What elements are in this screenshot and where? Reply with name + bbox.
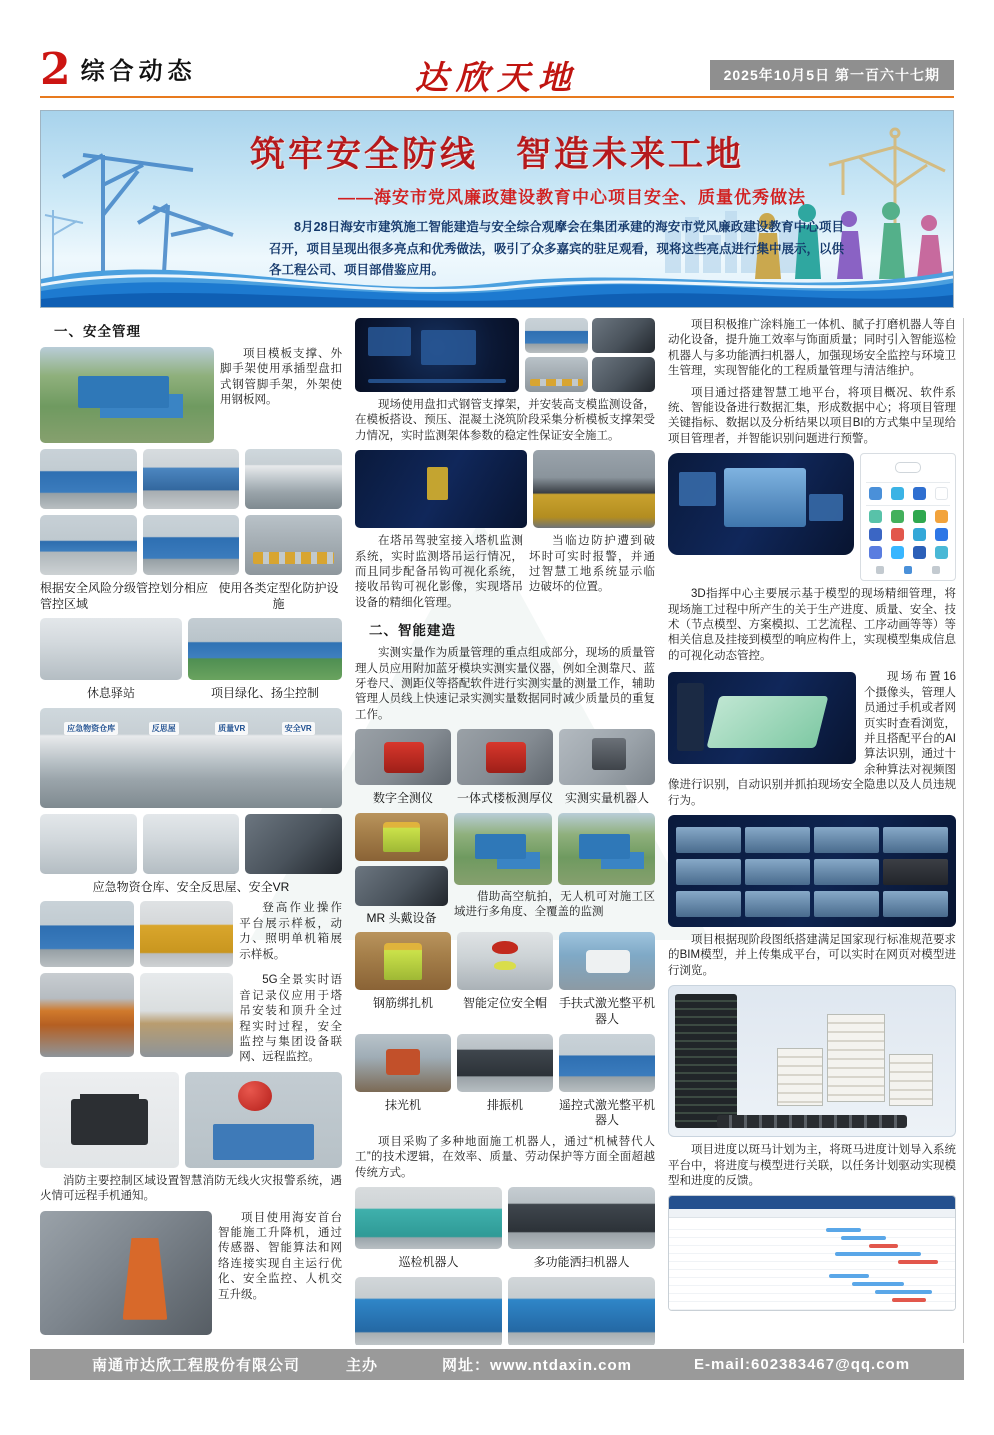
app-icon bbox=[891, 546, 904, 559]
photo-3d-site-model bbox=[668, 672, 856, 764]
app-icon bbox=[935, 528, 948, 541]
caption-rebar-machine: 钢筋绑扎机 bbox=[372, 996, 433, 1011]
camera-tile bbox=[745, 859, 810, 885]
right-column-divider bbox=[963, 318, 964, 1343]
photo-vibrator-machine bbox=[457, 1034, 553, 1092]
photo-laser-screed-walk bbox=[559, 932, 655, 990]
photo-tablet-check bbox=[592, 318, 655, 353]
photo-gate-machines bbox=[245, 449, 342, 509]
caption-mr-headset: MR 头戴设备 bbox=[366, 910, 437, 925]
photo-tower-crane-dashboard bbox=[355, 450, 527, 528]
photo-aerial-site bbox=[40, 347, 214, 443]
photo-smart-hoist bbox=[40, 1211, 212, 1335]
app-icon bbox=[913, 546, 926, 559]
dashboard-widget bbox=[421, 330, 477, 366]
photo-fire-extinguisher-ball bbox=[185, 1072, 342, 1168]
app-icon bbox=[869, 510, 882, 523]
app-featured-icon bbox=[895, 462, 921, 472]
photo-paint-robot bbox=[508, 1277, 655, 1345]
camera-tile bbox=[814, 859, 879, 885]
photo-bim-viewer bbox=[668, 985, 956, 1137]
camera-tile bbox=[745, 891, 810, 917]
camera-tile bbox=[676, 859, 741, 885]
sign-reflection: 反思屋 bbox=[149, 722, 179, 735]
crane-graphic bbox=[427, 467, 448, 500]
photo-measure-robot bbox=[559, 729, 655, 785]
nav-dot bbox=[876, 566, 884, 574]
para-edge-alarm: 当临边防护遭到破坏时可实时报警，并通过智慧工地系统显示临边破坏的位置。 bbox=[529, 535, 655, 594]
footer-host-label: 主办 bbox=[346, 1357, 379, 1374]
sign-quality-vr: 质量VR bbox=[215, 722, 248, 735]
photo-monitor-room bbox=[140, 973, 234, 1057]
caption-smart-helmet: 智能定位安全帽 bbox=[462, 996, 547, 1011]
camera-tile bbox=[745, 827, 810, 853]
photo-floor-barrier bbox=[245, 515, 342, 575]
para-drone: 借助高空航拍，无人机可对施工区域进行多角度、全覆盖的监测 bbox=[454, 890, 655, 919]
gantt-bar bbox=[898, 1260, 938, 1264]
photo-slab-gauge bbox=[457, 729, 553, 785]
photo-mr-view bbox=[355, 866, 448, 906]
nav-dot bbox=[904, 566, 912, 574]
app-icon bbox=[935, 546, 948, 559]
gantt-toolbar bbox=[669, 1209, 955, 1218]
photo-site-board bbox=[40, 449, 137, 509]
photo-power-box bbox=[140, 901, 234, 967]
gantt-bar bbox=[875, 1290, 932, 1294]
header-divider bbox=[40, 96, 954, 98]
para-cameras: 现场布置16个摄像头，管理人员通过手机或者网页实时查看浏览，并且搭配平台的AI算法识别，通过十余种算法对视频图像进行识别，自动识别并抓拍现场安全隐患以及人员违规行为。 bbox=[668, 671, 956, 807]
caption-laser-hand: 手扶式激光整平机器人 bbox=[559, 996, 655, 1027]
bim-building-block bbox=[777, 1048, 823, 1106]
photo-sensor-stand bbox=[525, 318, 588, 353]
caption-total-station: 数字全测仪 bbox=[372, 791, 433, 806]
bim-toolbar bbox=[717, 1115, 907, 1128]
para-formwork: 项目模板支撑、外脚手架使用承插型盘扣式钢管脚手架，外架使用钢板网。 bbox=[220, 348, 342, 407]
app-icon bbox=[869, 487, 882, 500]
photo-drone-aerial-1 bbox=[454, 813, 552, 885]
bim-building-wing bbox=[889, 1054, 933, 1106]
nav-dot bbox=[932, 566, 940, 574]
photo-site-street bbox=[143, 449, 240, 509]
photo-camera-wall bbox=[668, 815, 956, 927]
camera-tile bbox=[676, 827, 741, 853]
para-tower-crane: 在塔吊驾驶室接入塔机监测系统，实时监测塔吊运行情况，而且同步配备吊钩可视化系统，接收吊钩可视化影像，实现塔吊设备的精细化管理。 bbox=[355, 535, 523, 609]
camera-tile bbox=[883, 827, 948, 853]
model-toolbar bbox=[677, 683, 703, 751]
photo-smart-site-dashboard bbox=[668, 453, 854, 555]
camera-tile bbox=[814, 891, 879, 917]
photo-support-monitor bbox=[592, 357, 655, 392]
photo-monitor-dashboard bbox=[355, 318, 519, 392]
headline-banner bbox=[40, 110, 954, 308]
gantt-body bbox=[669, 1222, 955, 1310]
para-automation: 项目积极推广涂料施工一体机、腻子打磨机器人等自动化设备，提升施工效率与饰面质量；同时引入智能巡检机器人与多功能洒扫机器人，加强现场安全监控与环境卫生管理，实现智能化的工程质量管理与清洁维护。 bbox=[668, 319, 956, 378]
photo-hoarding-yard bbox=[40, 515, 137, 575]
issue-date-badge: 2025年10月5日 第一百六十七期 bbox=[710, 60, 954, 90]
section-heading-safety: 一、安全管理 bbox=[54, 324, 141, 339]
page-number: 2 bbox=[40, 44, 71, 95]
sign-warehouse: 应急物资仓库 bbox=[64, 722, 118, 735]
footer-website: 网址：www.ntdaxin.com bbox=[442, 1357, 632, 1374]
camera-tile bbox=[814, 827, 879, 853]
photo-netting-crane bbox=[143, 515, 240, 575]
photo-mr-user bbox=[355, 813, 448, 861]
footer-company: 南通市达欣工程股份有限公司 bbox=[92, 1357, 301, 1374]
dashboard-widget bbox=[679, 472, 716, 507]
sub-headline: ——海安市党风廉政建设教育中心项目安全、质量优秀做法 bbox=[338, 188, 806, 207]
photo-drone-aerial-2 bbox=[558, 813, 656, 885]
main-headline: 筑牢安全防线 智造未来工地 bbox=[249, 135, 744, 174]
para-ground-robots: 项目采购了多种地面施工机器人，通过“机械替代人工”的技术逻辑，在效率、质量、劳动保护等方面全面超越传统方式。 bbox=[355, 1135, 655, 1179]
photo-scaffold-inside bbox=[525, 357, 588, 392]
photo-edge-protection bbox=[533, 450, 655, 528]
page-header bbox=[40, 44, 954, 97]
photo-power-trowel bbox=[355, 1034, 451, 1092]
caption-risk-zones: 根据安全风险分级管控划分相应管控区域 bbox=[40, 581, 209, 611]
photo-cleaning-robot bbox=[508, 1187, 655, 1249]
photo-gantt-chart bbox=[668, 1195, 956, 1311]
para-smart-hoist: 项目使用海安首台智能施工升降机，通过传感器、智能算法和网络连接实现自主运行优化、安全监控、人机交互升级。 bbox=[218, 1211, 342, 1301]
para-smart-platform: 项目通过搭建智慧工地平台，将项目概况、软件系统、智能设备进行数据汇集，形成数据中心；将项目管理关键指标、数据以及分析结果以项目BI的方式集中呈现给项目管理者，并智能识别问题进行预警。 bbox=[668, 386, 956, 445]
photo-putty-robot bbox=[355, 1277, 502, 1345]
gantt-bar bbox=[826, 1228, 860, 1232]
caption-trowel: 抹光机 bbox=[384, 1097, 421, 1112]
photo-crane-recorder bbox=[40, 973, 134, 1057]
dashboard-video bbox=[724, 468, 806, 527]
column-left bbox=[40, 318, 342, 1345]
caption-patrol-robot: 巡检机器人 bbox=[398, 1255, 459, 1270]
dashboard-widget bbox=[368, 327, 411, 357]
section-heading-smart: 二、智能建造 bbox=[369, 623, 456, 639]
app-icon bbox=[869, 528, 882, 541]
camera-tile bbox=[883, 891, 948, 917]
lead-paragraph: 8月28日海安市建筑施工智能建造与安全综合观摩会在集团承建的海安市党风廉政建设教育中心项目召开，项目呈现出很多亮点和优秀做法，吸引了众多嘉宾的驻足观看，现将这些亮点进行集中展示，以供各工程公司、项目部借鉴应用。 bbox=[269, 220, 845, 277]
camera-para-block bbox=[668, 670, 956, 809]
caption-laser-remote: 遥控式激光整平机器人 bbox=[559, 1097, 655, 1128]
caption-vibrator: 排振机 bbox=[486, 1097, 523, 1112]
page-number-section bbox=[40, 44, 197, 95]
gantt-bar bbox=[852, 1282, 903, 1286]
gantt-bar bbox=[829, 1274, 869, 1278]
app-icon bbox=[913, 510, 926, 523]
photo-laser-screed-remote bbox=[559, 1034, 655, 1092]
app-icon bbox=[869, 546, 882, 559]
masthead-title: 达欣天地 bbox=[415, 58, 579, 97]
caption-cleaning-robot: 多功能洒扫机器人 bbox=[533, 1255, 630, 1270]
photo-smart-helmet bbox=[457, 932, 553, 990]
bim-model-tree bbox=[675, 994, 737, 1128]
app-icon bbox=[935, 487, 948, 500]
sign-safety-vr: 安全VR bbox=[282, 722, 315, 735]
photo-digital-station bbox=[355, 729, 451, 785]
column-middle bbox=[355, 318, 655, 1345]
photo-warehouse-shelves bbox=[40, 814, 137, 874]
app-icon bbox=[935, 510, 948, 523]
column-right bbox=[668, 318, 956, 1345]
app-icon bbox=[891, 487, 904, 500]
photo-fire-alarm-panel bbox=[40, 1072, 179, 1168]
app-icon bbox=[891, 528, 904, 541]
site-model-graphic bbox=[707, 696, 829, 748]
gantt-bar bbox=[892, 1298, 926, 1302]
app-icon bbox=[913, 487, 926, 500]
section-title: 综合动态 bbox=[80, 57, 197, 85]
gantt-header bbox=[669, 1196, 955, 1209]
dashboard-widget bbox=[368, 379, 506, 383]
bim-building-tower bbox=[827, 1014, 885, 1102]
app-bottom-nav bbox=[866, 566, 950, 574]
para-zebra-schedule: 项目进度以斑马计划为主，将斑马进度计划导入系统平台中，将进度与模型进行关联，以任务计划驱动实现模型和进度的反馈。 bbox=[668, 1144, 956, 1187]
photo-platform-sample bbox=[40, 901, 134, 967]
article-body bbox=[40, 318, 956, 1345]
gantt-bar bbox=[869, 1244, 898, 1248]
gantt-bar bbox=[835, 1252, 921, 1256]
caption-protection: 使用各类定型化防护设施 bbox=[218, 581, 339, 611]
photo-warehouse-row bbox=[40, 708, 342, 808]
caption-rest-station: 休息驿站 bbox=[86, 686, 135, 701]
photo-app-panel bbox=[860, 453, 956, 581]
para-fire-system: 消防主要控制区域设置智慧消防无线火灾报警系统，遇火情可远程手机通知。 bbox=[40, 1174, 342, 1203]
photo-patrol-robot bbox=[355, 1187, 502, 1249]
para-5g-recorder: 5G全景实时语音记录仪应用于塔吊安装和顶升全过程实时过程，安全监控与集团设备联网、远程监控。 bbox=[239, 974, 342, 1064]
para-support-monitor: 现场使用盘扣式钢管支撑架，并安装高支模监测设备，在模板搭设、预压、混凝土浇筑阶段采集分析模板支撑架受力情况，实时监测架体参数的稳定性保证安全施工。 bbox=[355, 399, 655, 442]
photo-reflection-room bbox=[143, 814, 240, 874]
caption-warehouse: 应急物资仓库、安全反思屋、安全VR bbox=[92, 879, 290, 894]
caption-measure-robot: 实测实量机器人 bbox=[564, 791, 649, 806]
footer-email: E-mail:602383467@qq.com bbox=[694, 1356, 911, 1373]
dashboard-widget bbox=[809, 494, 842, 521]
app-icon bbox=[891, 510, 904, 523]
para-bim-model: 项目根据现阶段图纸搭建满足国家现行标准规范要求的BIM模型，并上传集成平台，可以实时在网页对模型进行浏览。 bbox=[668, 933, 956, 977]
photo-safety-vr bbox=[245, 814, 342, 874]
photo-rebar-tier bbox=[355, 932, 451, 990]
para-3d-center: 3D指挥中心主要展示基于模型的现场精细管理，将现场施工过程中所产生的关于生产进度、质量、安全、技术（节点模型、方案模拟、工艺流程、工序动画等等）等相关信息及挂接到模型的响应构件上，实现模型集成信息的可视化动态管控。 bbox=[668, 588, 956, 662]
app-icon-grid bbox=[866, 510, 950, 559]
caption-greening: 项目绿化、扬尘控制 bbox=[210, 686, 319, 701]
caption-thickness-gauge: 一体式楼板测厚仪 bbox=[457, 791, 554, 806]
app-icon bbox=[913, 528, 926, 541]
app-icon-row bbox=[866, 487, 950, 500]
gantt-bar bbox=[841, 1236, 887, 1240]
para-platform: 登高作业操作平台展示样板，动力、照明单机箱展示样板。 bbox=[239, 902, 342, 961]
page-footer bbox=[30, 1349, 964, 1380]
photo-rest-station bbox=[40, 618, 182, 680]
para-measure: 实测实量作为质量管理的重点组成部分，现场的质量管理人员应用附加蓝牙模块实测实量仪器，例如全测靠尺、蓝牙卷尺、测距仪等搭配软件进行实测实量的测量工作，辅助管理人员线上快速记录实测实量数据同时减少质量员的重复工作。 bbox=[355, 647, 655, 721]
camera-tile bbox=[676, 891, 741, 917]
photo-greening bbox=[188, 618, 342, 680]
camera-tile bbox=[883, 859, 948, 885]
